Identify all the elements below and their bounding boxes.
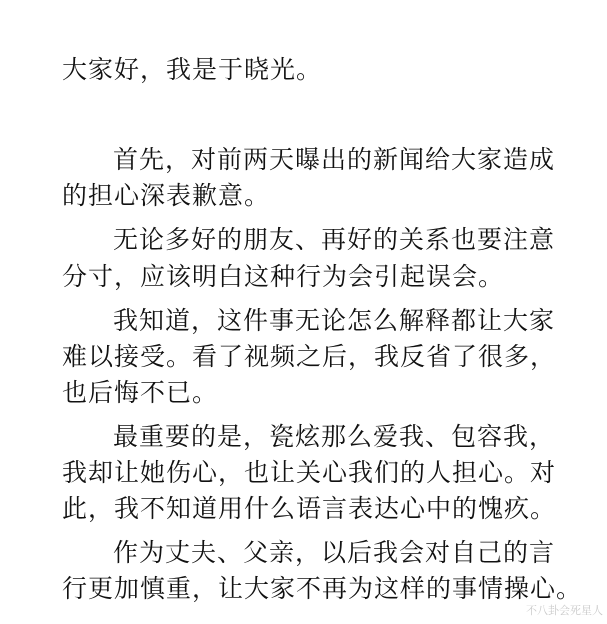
paragraph-3-line-1: 我知道，这件事无论怎么解释都让大家	[113, 306, 556, 335]
paragraph-4-line-2: 我却让她伤心，也让关心我们的人担心。对	[62, 458, 557, 487]
paragraph-2-line-2: 分寸，应该明白这种行为会引起误会。	[62, 262, 505, 291]
paragraph-1-line-1: 首先，对前两天曝出的新闻给大家造成	[113, 145, 556, 174]
paragraph-5-line-2: 行更加慎重，让大家不再为这样的事情操心。	[62, 574, 583, 603]
paragraph-2-line-1: 无论多好的朋友、再好的关系也要注意	[113, 225, 556, 254]
paragraph-3-line-3: 也后悔不已。	[62, 378, 219, 407]
paragraph-4-line-1: 最重要的是，瓷炫那么爱我、包容我，	[113, 422, 556, 451]
watermark-text: 不八卦会死星人	[526, 604, 603, 617]
paragraph-1-line-2: 的担心深表歉意。	[62, 181, 271, 210]
paragraph-4-line-3: 此，我不知道用什么语言表达心中的愧疚。	[62, 494, 557, 523]
paragraph-5-line-1: 作为丈夫、父亲，以后我会对自己的言	[113, 538, 556, 567]
greeting: 大家好，我是于晓光。	[62, 55, 323, 84]
paragraph-3-line-2: 难以接受。看了视频之后，我反省了很多，	[62, 342, 557, 371]
